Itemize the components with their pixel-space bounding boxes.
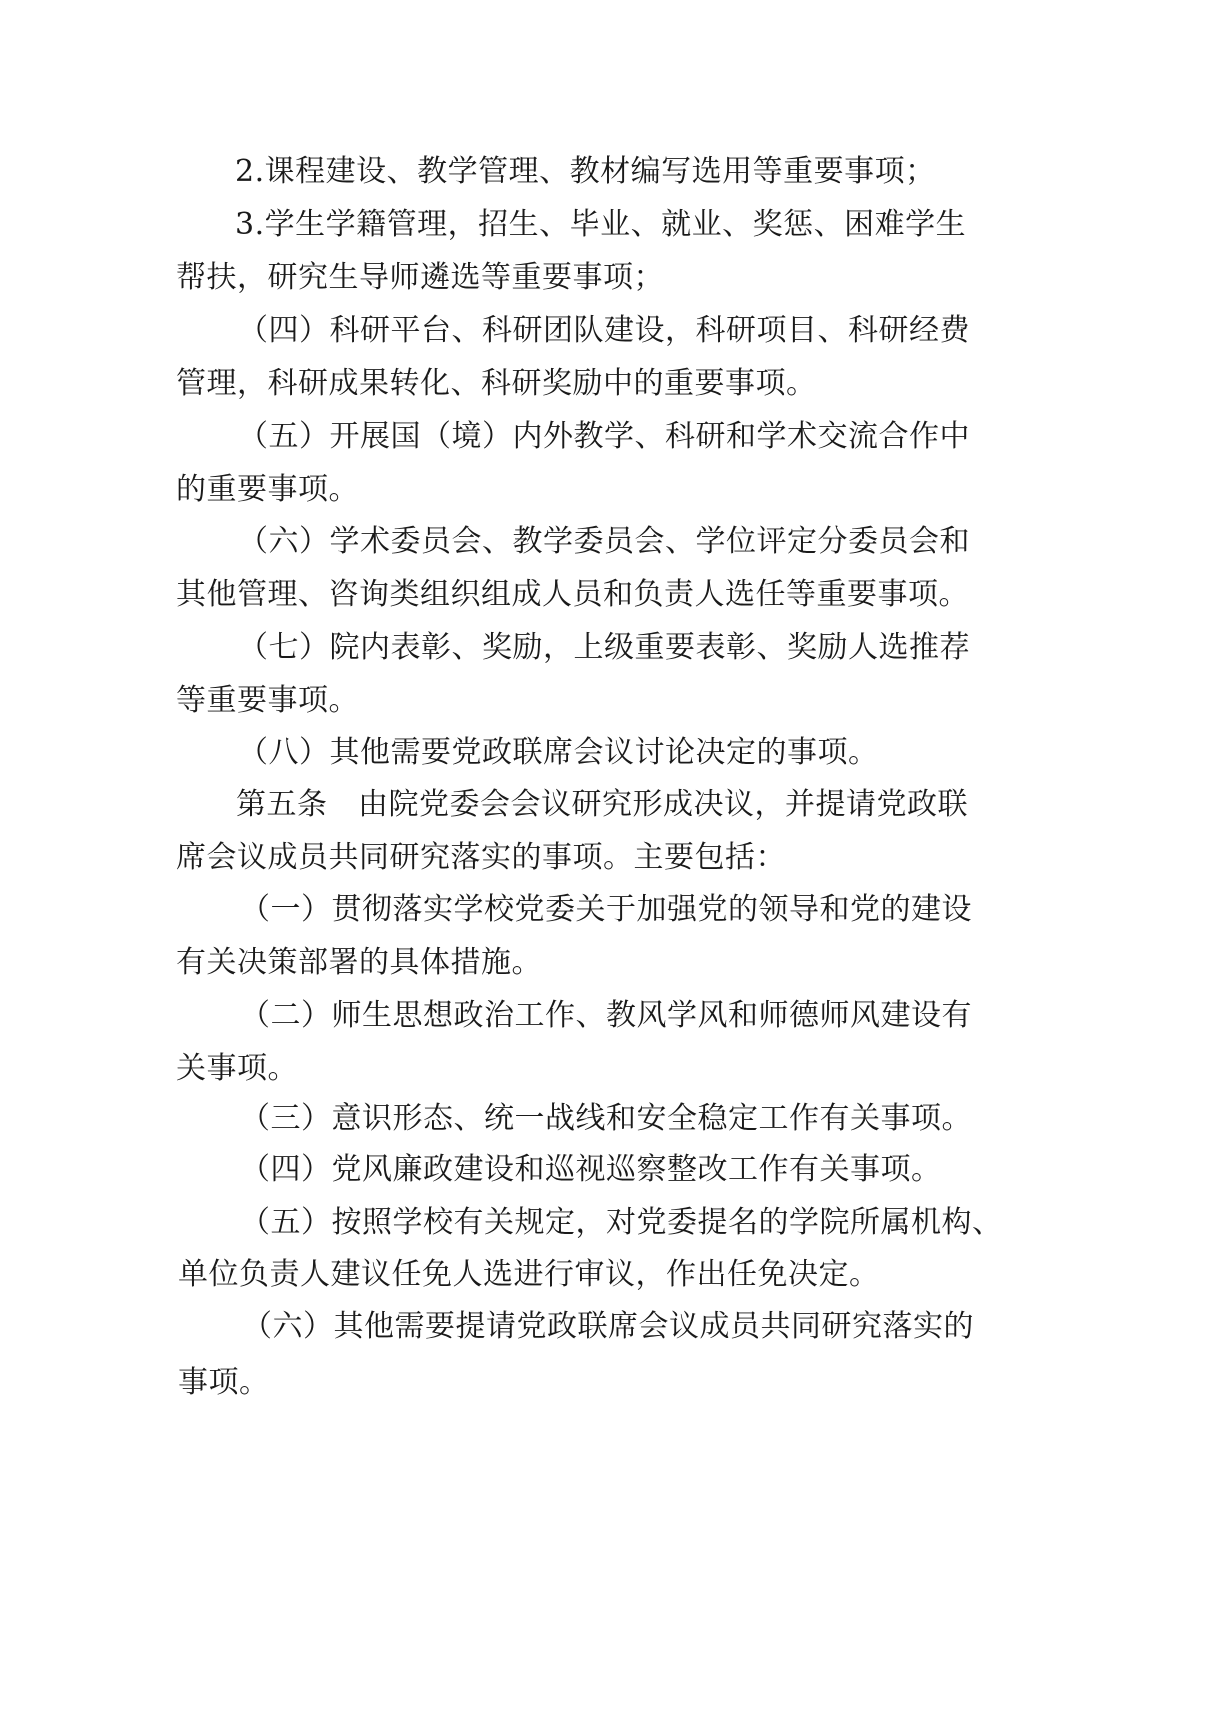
text-line: （六）其他需要提请党政联席会议成员共同研究落实的 (242, 1309, 974, 1344)
text-line: 有关决策部署的具体措施。 (176, 945, 542, 980)
text-line: （五）按照学校有关规定，对党委提名的学院所属机构、 (240, 1205, 1003, 1240)
text-line: 2.课程建设、教学管理、教材编写选用等重要事项； (235, 154, 936, 189)
text-line: （五）开展国（境）内外教学、科研和学术交流合作中 (238, 419, 970, 454)
text-line: 关事项。 (176, 1051, 298, 1086)
text-line: （四）党风廉政建设和巡视巡察整改工作有关事项。 (240, 1152, 942, 1187)
text-line: 事项。 (178, 1365, 270, 1400)
text-line: 席会议成员共同研究落实的事项。主要包括： (176, 840, 786, 875)
text-line: 其他管理、咨询类组织组成人员和负责人选任等重要事项。 (176, 577, 969, 612)
text-line: 3.学生学籍管理，招生、毕业、就业、奖惩、困难学生 (235, 207, 967, 242)
text-line: （二）师生思想政治工作、教风学风和师德师风建设有 (240, 998, 972, 1033)
text-line: （七）院内表彰、奖励，上级重要表彰、奖励人选推荐 (238, 630, 970, 665)
text-line: （六）学术委员会、教学委员会、学位评定分委员会和 (238, 524, 970, 559)
text-line: （三）意识形态、统一战线和安全稳定工作有关事项。 (240, 1101, 972, 1136)
text-line: 单位负责人建议任免人选进行审议，作出任免决定。 (178, 1257, 880, 1292)
text-line: （四）科研平台、科研团队建设，科研项目、科研经费 (238, 313, 970, 348)
text-line: 等重要事项。 (176, 683, 359, 718)
section-heading-line: 第五条 由院党委会会议研究形成决议，并提请党政联 (236, 787, 968, 822)
text-line: 帮扶，研究生导师遴选等重要事项； (176, 260, 664, 295)
text-line: （八）其他需要党政联席会议讨论决定的事项。 (238, 735, 879, 770)
text-line: 的重要事项。 (176, 472, 359, 507)
text-line: （一）贯彻落实学校党委关于加强党的领导和党的建设 (240, 892, 972, 927)
text-line: 管理，科研成果转化、科研奖励中的重要事项。 (176, 366, 817, 401)
